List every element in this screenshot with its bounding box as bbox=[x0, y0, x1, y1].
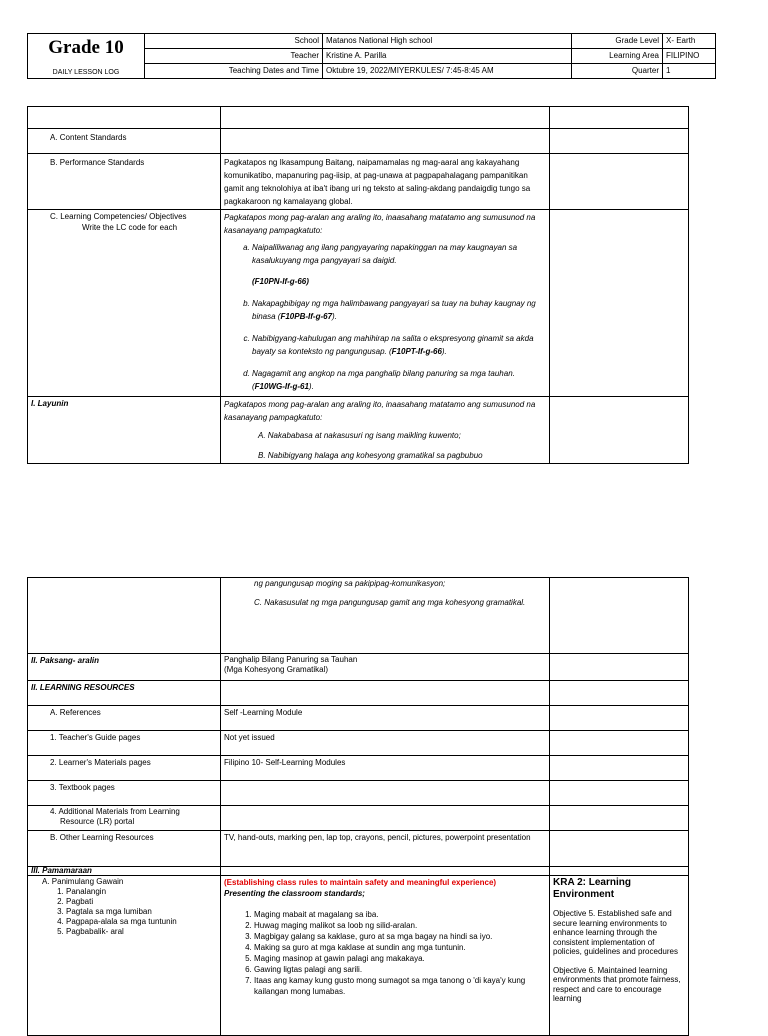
paksang-topic: Panghalip Bilang Panuring sa Tauhan bbox=[224, 655, 358, 664]
lesson-table-2 bbox=[27, 577, 689, 1036]
layunin-c: C. Nakasusulat ng mga pangungusap gamit ang mga kohesyong gramatikal. bbox=[254, 598, 526, 607]
competency-tail: ). bbox=[441, 347, 447, 356]
rule-item: 5. Maging masinop at gawin palagi ang makakaya. bbox=[254, 953, 546, 964]
other-resources-value: TV, hand-outs, marking pen, lap top, crayons, pencil, pictures, powerpoint presentation bbox=[221, 831, 550, 867]
references-label: A. References bbox=[28, 706, 221, 731]
quarter-label: Quarter bbox=[572, 64, 663, 79]
learners-materials-value: Filipino 10- Self-Learning Modules bbox=[221, 756, 550, 781]
paksang-subtopic: (Mga Kohesyong Gramatikal) bbox=[224, 665, 329, 674]
objective-5: Objective 5. Established safe and secure learning environments to enhance learning through the consistent implementation of policies, guidelines and procedures bbox=[553, 909, 678, 956]
learners-materials-label: 2. Learner's Materials pages bbox=[28, 756, 221, 781]
layunin-a: A. Nakababasa at nakasusuri ng isang maikling kuwento; bbox=[258, 431, 461, 440]
competency-item bbox=[252, 241, 546, 288]
competency-text: Nakapagbibigay ng mga halimbawang pangyayari sa tuay na buhay kaugnay ng binasa ( bbox=[252, 299, 536, 321]
performance-standards-label: B. Performance Standards bbox=[28, 154, 221, 210]
rule-item: 7. Itaas ang kamay kung gusto mong sumagot sa mga tanong o 'di kaya'y kung kailangan mong lumabas. bbox=[254, 975, 546, 997]
grade-level-value: X- Earth bbox=[663, 34, 716, 49]
competency-code: F10PT-If-g-66 bbox=[391, 347, 442, 356]
competency-tail: ). bbox=[308, 382, 314, 391]
competency-code: F10WG-If-g-61 bbox=[254, 382, 309, 391]
grade-level-label: Grade Level bbox=[572, 34, 663, 49]
competency-code: (F10PN-If-g-66) bbox=[252, 277, 309, 286]
kra-cell bbox=[550, 876, 689, 1036]
rule-item: 6. Gawing ligtas palagi ang sarili. bbox=[254, 964, 546, 975]
competency-code: F10PB-If-g-67 bbox=[280, 312, 333, 321]
competency-item bbox=[252, 332, 546, 358]
paksang-label: II. Paksang- aralin bbox=[28, 654, 221, 681]
rule-item: 1. Maging mabait at magalang sa iba. bbox=[254, 909, 546, 920]
header-table bbox=[27, 33, 716, 79]
rule-item: 2. Huwag maging malikot sa loob ng silid-aralan. bbox=[254, 920, 546, 931]
rule-item: 4. Making sa guro at mga kaklase at sundin ang mga tuntunin. bbox=[254, 942, 546, 953]
school-value: Matanos National High school bbox=[323, 34, 572, 49]
panimula-list bbox=[42, 887, 217, 937]
panimula-item: 1. Panalangin bbox=[66, 887, 217, 897]
competency-item bbox=[252, 297, 546, 323]
competencies-subtitle: Write the LC code for each bbox=[82, 223, 178, 232]
objective-6: Objective 6. Maintained learning environments that promote fairness, respect and care to encourage learning bbox=[553, 965, 681, 1003]
dates-value: Oktubre 19, 2022/MIYERKULES/ 7:45-8:45 AM bbox=[323, 64, 572, 79]
rule-item: 3. Magbigay galang sa kaklase, guro at sa mga bagay na hindi sa iyo. bbox=[254, 931, 546, 942]
panimula-content bbox=[221, 876, 550, 1036]
additional-materials-label bbox=[28, 806, 221, 831]
panimula-item: 5. Pagbabalik- aral bbox=[66, 927, 217, 937]
additional-materials-line1: 4. Additional Materials from Learning bbox=[50, 807, 180, 816]
references-value: Self -Learning Module bbox=[221, 706, 550, 731]
daily-lesson-log-label: DAILY LESSON LOG bbox=[52, 69, 120, 76]
panimula-item: 2. Pagbati bbox=[66, 897, 217, 907]
learning-area-label: Learning Area bbox=[572, 49, 663, 64]
panimula-item: 3. Pagtala sa mga lumiban bbox=[66, 907, 217, 917]
grade-title: Grade 10 bbox=[48, 37, 124, 58]
panimula-label: A. Panimulang Gawain bbox=[42, 877, 124, 886]
textbook-pages-label: 3. Textbook pages bbox=[28, 781, 221, 806]
class-rules-note: (Establishing class rules to maintain safety and meaningful experience) bbox=[224, 878, 497, 887]
content-standards-label: A. Content Standards bbox=[28, 129, 221, 154]
competency-text: Nagagamit ang angkop na mga panghalip bilang panuring sa mga tauhan. ( bbox=[252, 369, 515, 391]
competency-tail: ). bbox=[332, 312, 337, 321]
competencies-title: C. Learning Competencies/ Objectives bbox=[50, 212, 187, 221]
teacher-value: Kristine A. Parilla bbox=[323, 49, 572, 64]
teachers-guide-label: 1. Teacher's Guide pages bbox=[28, 731, 221, 756]
dates-label: Teaching Dates and Time bbox=[145, 64, 323, 79]
additional-materials-line2: Resource (LR) portal bbox=[60, 817, 135, 826]
panimula-cell bbox=[28, 876, 221, 1036]
presenting-standards: Presenting the classroom standards; bbox=[224, 889, 365, 898]
panimula-item: 4. Pagpapa-alala sa mga tuntunin bbox=[66, 917, 217, 927]
teacher-label: Teacher bbox=[145, 49, 323, 64]
grade-cell bbox=[28, 34, 145, 79]
competency-list bbox=[224, 241, 546, 393]
school-label: School bbox=[145, 34, 323, 49]
quarter-value: 1 bbox=[663, 64, 716, 79]
competencies-intro: Pagkatapos mong pag-aralan ang araling ito, inaasahang matatamo ang sumusunod na kasanayang pampagkatuto: bbox=[224, 213, 536, 235]
learning-resources-label: II. LEARNING RESOURCES bbox=[28, 681, 221, 706]
layunin-cell bbox=[221, 397, 550, 464]
layunin-intro: Pagkatapos mong pag-aralan ang araling ito, inaasahang matatamo ang sumusunod na kasanayang pampagkatuto: bbox=[224, 400, 536, 422]
layunin-b: B. Nabibigyang halaga ang kohesyong gramatikal sa pagbubuo bbox=[258, 451, 483, 460]
other-resources-label: B. Other Learning Resources bbox=[28, 831, 221, 867]
competency-text: Nabibigyang-kahulugan ang mahihirap na salita o ekspresyong ginamit sa akda bayaty sa konteksto ng pangungusap. ( bbox=[252, 334, 534, 356]
layunin-b-continued: ng pangungusap moging sa pakipipag-komunikasyon; bbox=[254, 579, 446, 588]
competency-item bbox=[252, 367, 546, 393]
learning-area-value: FILIPINO bbox=[663, 49, 716, 64]
lesson-table-1 bbox=[27, 106, 689, 464]
pamamaraan-label: III. Pamamaraan bbox=[28, 867, 221, 876]
performance-standards-text: Pagkatapos ng Ikasampung Baitang, naipamamalas ng mag-aaral ang kakayahang komunikatibo, mapanuring pag-iisip, at pag-unawa at pagpapahalagang pampanitikan gamit ang teknolohiya at iba't ibang uri ng teksto at saling-akdang pandaigdig tungo sa pagkakaroon ng kamalayang global. bbox=[221, 154, 550, 210]
layunin-label: I. Layunin bbox=[28, 397, 221, 464]
competencies-cell bbox=[221, 210, 550, 397]
layunin-continued bbox=[221, 578, 550, 654]
teachers-guide-value: Not yet issued bbox=[221, 731, 550, 756]
competencies-label bbox=[28, 210, 221, 397]
kra-title: KRA 2: Learning Environment bbox=[553, 877, 631, 900]
classroom-rules-list bbox=[224, 909, 546, 997]
competency-text: Naipaliliwanag ang ilang pangyayaring napakinggan na may kaugnayan sa kasalukuyang mga pangyayari sa daigid. bbox=[252, 243, 518, 265]
paksang-value bbox=[221, 654, 550, 681]
